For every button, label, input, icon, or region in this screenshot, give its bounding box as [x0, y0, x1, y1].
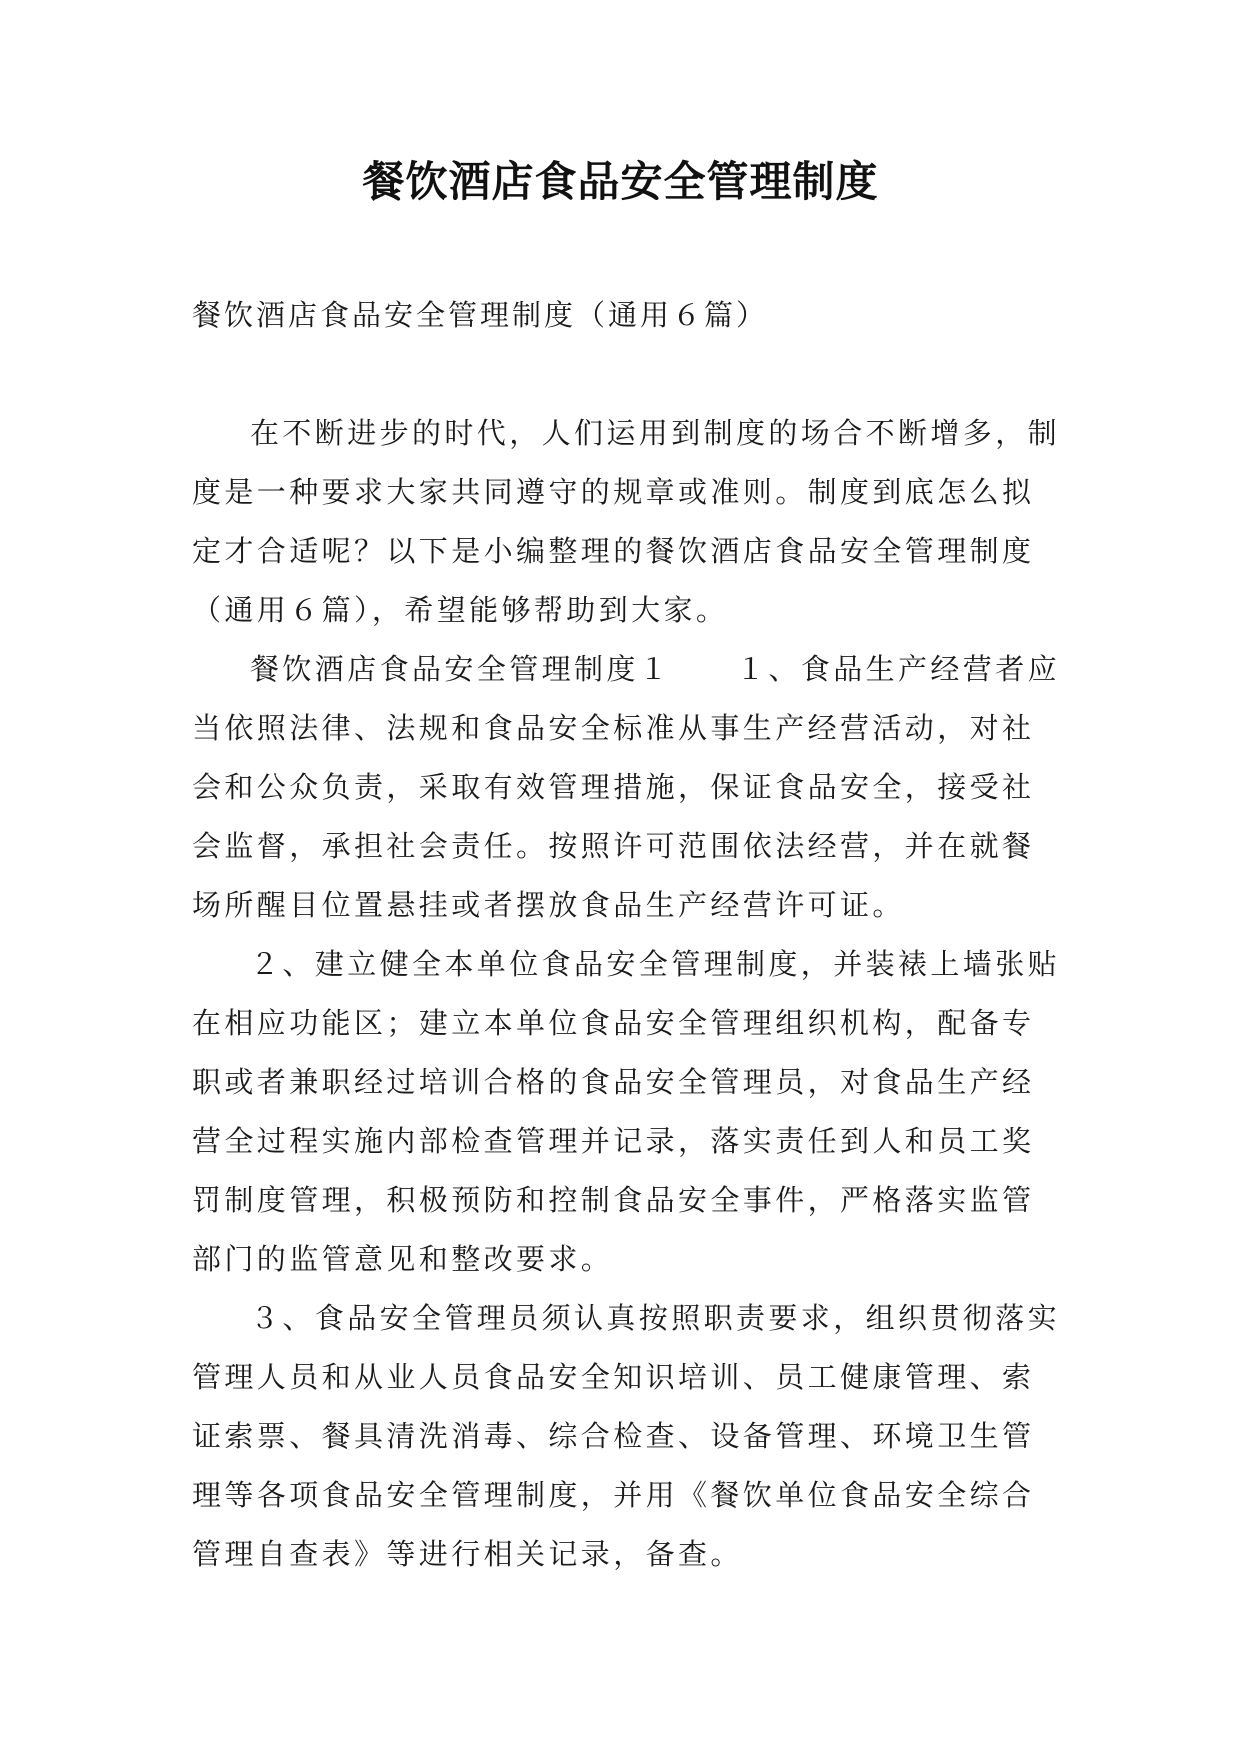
intro-paragraph: 在不断进步的时代，人们运用到制度的场合不断增多，制度是一种要求大家共同遵守的规章或准则。制度到底怎么拟定才合适呢？以下是小编整理的餐饮酒店食品安全管理制度（通用６篇），希望能够帮助到大家。	[192, 416, 1061, 627]
body-paragraph: ３、食品安全管理员须认真按照职责要求，组织贯彻落实管理人员和从业人员食品安全知识培训、员工健康管理、索证索票、餐具清洗消毒、综合检查、设备管理、环境卫生管理等各项食品安全管理制度，并用《餐饮单位食品安全综合管理自查表》等进行相关记录，备查。	[192, 1301, 1061, 1571]
body-paragraph: ２、建立健全本单位食品安全管理制度，并装裱上墙张贴在相应功能区；建立本单位食品安全管理组织机构，配备专职或者兼职经过培训合格的食品安全管理员，对食品生产经营全过程实施内部检查管理并记录，落实责任到人和员工奖罚制度管理，积极预防和控制食品安全事件，严格落实监管部门的监管意见和整改要求。	[192, 947, 1061, 1276]
body-paragraph: 餐饮酒店食品安全管理制度１ １、食品生产经营者应当依照法律、法规和食品安全标准从事生产经营活动，对社会和公众负责，采取有效管理措施，保证食品安全，接受社会监督，承担社会责任。按照许可范围依法经营，并在就餐场所醒目位置悬挂或者摆放食品生产经营许可证。	[192, 652, 1061, 922]
document-title: 餐饮酒店食品安全管理制度	[362, 157, 879, 206]
document-body	[192, 404, 1062, 1584]
document-subtitle: 餐饮酒店食品安全管理制度（通用６篇）	[192, 298, 769, 332]
